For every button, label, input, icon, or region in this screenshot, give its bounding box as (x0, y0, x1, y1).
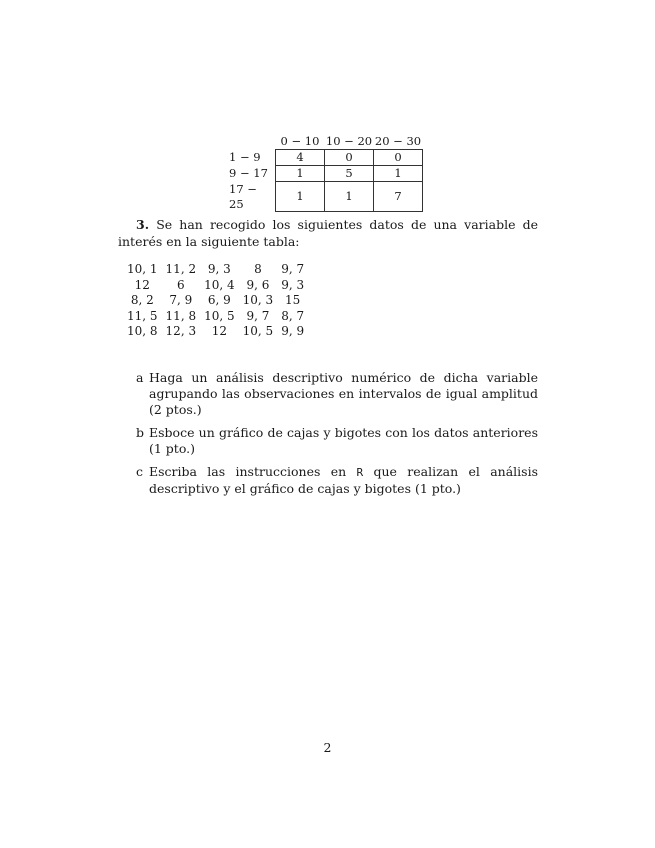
col-header: 0 − 10 (280, 134, 320, 148)
table-cell: 0 (325, 150, 374, 166)
contingency-corner (227, 134, 276, 150)
page-number: 2 (323, 740, 332, 755)
data-cell: 9, 3 (207, 262, 231, 276)
item-label: a (136, 370, 144, 385)
data-cell: 7, 9 (169, 293, 193, 307)
data-cell: 9, 3 (281, 277, 305, 292)
problem-text: Se han recogido los siguientes datos de una variable de interés en la siguiente tabla: (118, 217, 538, 249)
data-cell: 9, 9 (281, 324, 305, 338)
row-header: 1 − 9 (229, 150, 261, 164)
problem-statement (118, 216, 538, 250)
table-cell: 7 (374, 182, 423, 212)
item-text: Esboce un gráfico de cajas y bigotes con los datos anteriores (1 pto.) (149, 425, 538, 456)
data-cell: 12 (211, 324, 227, 338)
table-cell: 1 (374, 166, 423, 182)
item-text-before: Escriba las instrucciones en (149, 464, 357, 479)
data-cell: 11, 5 (127, 308, 158, 323)
data-cell: 10, 1 (127, 262, 158, 276)
table-cell: 1 (325, 182, 374, 212)
list-item (136, 425, 538, 457)
data-cell: 10, 3 (242, 293, 274, 307)
data-row (123, 309, 308, 325)
item-label: c (136, 464, 144, 479)
item-text: Haga un análisis descriptivo numérico de dicha variable agrupando las observaciones en intervalos de igual amplitud (2 ptos.) (149, 370, 538, 417)
contingency-row (227, 150, 423, 166)
data-cell: 11, 2 (165, 262, 197, 276)
list-item (136, 370, 538, 418)
contingency-table (227, 134, 423, 212)
data-cell: 12, 3 (165, 324, 197, 338)
data-cell: 10, 5 (204, 308, 235, 323)
table-cell: 4 (276, 150, 325, 166)
data-cell: 10, 4 (204, 277, 235, 292)
table-cell: 1 (276, 166, 325, 182)
data-row (123, 262, 308, 278)
data-cell: 10, 8 (127, 324, 158, 338)
data-cell: 8, 2 (130, 293, 154, 307)
data-cell: 10, 5 (242, 324, 274, 338)
item-text-after: que realizan el análisis descriptivo y el gráfico de cajas y bigotes (1 pto.) (149, 464, 538, 496)
data-cell: 6, 9 (207, 293, 231, 307)
code-r: R (356, 466, 364, 479)
list-item (136, 464, 538, 497)
data-cell: 8, 7 (281, 308, 305, 323)
item-text (149, 464, 538, 497)
row-header: 9 − 17 (229, 166, 268, 180)
data-cell: 11, 8 (165, 308, 197, 323)
question-items (136, 370, 538, 504)
data-cell: 12 (134, 277, 150, 292)
data-row (123, 278, 308, 294)
table-cell: 5 (325, 166, 374, 182)
data-cell: 8 (254, 262, 262, 276)
contingency-row (227, 166, 423, 182)
item-label: b (136, 425, 145, 440)
data-table (123, 262, 308, 340)
contingency-row (227, 182, 423, 212)
data-row (123, 293, 308, 309)
data-row (123, 324, 308, 340)
row-header: 17 − 25 (229, 181, 257, 211)
contingency-header-row (227, 134, 423, 150)
data-cell: 9, 7 (246, 308, 270, 323)
col-header: 20 − 30 (374, 134, 422, 148)
data-cell: 9, 7 (281, 262, 305, 276)
col-header: 10 − 20 (325, 134, 373, 148)
problem-number: 3. (136, 217, 150, 232)
data-cell: 6 (177, 277, 185, 292)
table-cell: 1 (276, 182, 325, 212)
data-cell: 15 (285, 293, 301, 307)
data-cell: 9, 6 (246, 277, 270, 292)
table-cell: 0 (374, 150, 423, 166)
